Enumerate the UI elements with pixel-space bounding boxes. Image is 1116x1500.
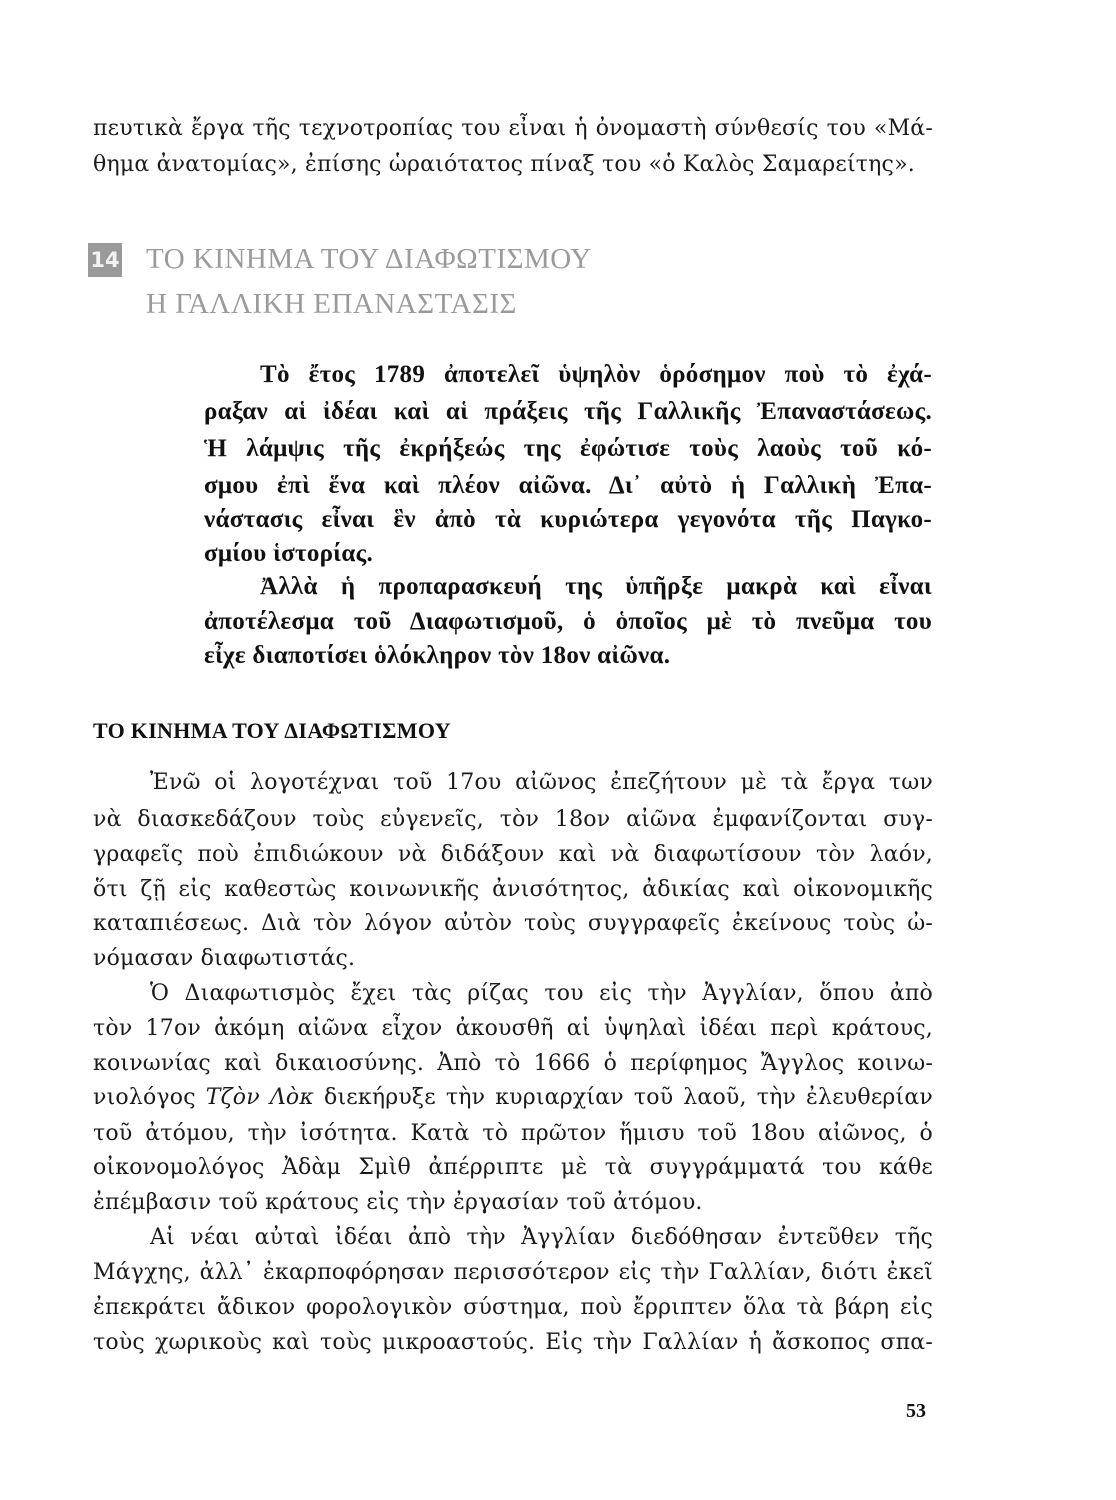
summary-line-7: Ἀλλὰ ἡ προπαρασκευή της ὑπῆρξε μακρὰ καὶ εἶναι	[260, 573, 932, 600]
body-line-3: γραφεῖς ποὺ ἐπιδιώκουν νὰ διδάξουν καὶ νὰ διαφωτίσουν τὸν λαόν,	[93, 842, 933, 867]
summary-line-3: Ἡ λάμψις τῆς ἐκρήξεώς της ἐφώτισε τοὺς λαοὺς τοῦ κό-	[204, 435, 932, 462]
body-line-6: νόμασαν διαφωτιστάς.	[93, 946, 356, 971]
body-line-8: τὸν 17ον ἀκόμη αἰῶνα εἶχον ἀκουσθῆ αἱ ὑψηλαὶ ἰδέαι περὶ κράτους,	[93, 1016, 933, 1041]
body-line-14: Αἱ νέαι αὐταὶ ἰδέαι ἀπὸ τὴν Ἀγγλίαν διεδόθησαν ἐντεῦθεν τῆς	[150, 1225, 933, 1250]
summary-line-1: Τὸ ἔτος 1789 ἀποτελεῖ ὑψηλὸν ὁρόσημον ποὺ τὸ ἐχά-	[260, 361, 932, 388]
body-line-13: ἐπέμβασιν τοῦ κράτους εἰς τὴν ἐργασίαν τοῦ ἀτόμου.	[93, 1190, 703, 1215]
intro-line-2: θημα ἀνατομίας», ἐπίσης ὡραιότατος πίναξ του «ὁ Καλὸς Σαμαρείτης».	[93, 152, 915, 177]
body-line-2: νὰ διασκεδάζουν τοὺς εὐγενεῖς, τὸν 18ον αἰῶνα ἐμφανίζονται συγ-	[93, 807, 933, 832]
summary-line-2: ραξαν αἱ ἰδέαι καὶ αἱ πράξεις τῆς Γαλλικῆς Ἐπαναστάσεως.	[204, 398, 932, 425]
body-line-16: ἐπεκράτει ἄδικον φορολογικὸν σύστημα, ποὺ ἔρριπτεν ὅλα τὰ βάρη εἰς	[93, 1295, 933, 1320]
chapter-title-line-1: ΤΟ ΚΙΝΗΜΑ ΤΟΥ ΔΙΑΦΩΤΙΣΜΟΥ	[146, 243, 592, 275]
summary-line-5: νάστασις εἶναι ἓν ἀπὸ τὰ κυριώτερα γεγονότα τῆς Παγκο-	[204, 506, 932, 533]
body-line-5: καταπιέσεως. Διὰ τὸν λόγον αὐτὸν τοὺς συγγραφεῖς ἐκείνους τοὺς ὠ-	[93, 911, 933, 936]
body-line-12: οἰκονομολόγος Ἀδὰμ Σμὶθ ἀπέρριπτε μὲ τὰ συγγράμματά του κάθε	[93, 1155, 933, 1180]
summary-line-6: σμίου ἱστορίας.	[204, 540, 374, 567]
summary-line-8: ἀποτέλεσμα τοῦ Διαφωτισμοῦ, ὁ ὁποῖος μὲ τὸ πνεῦμα του	[204, 608, 932, 635]
body-line-10-start: νιολόγος	[93, 1085, 196, 1110]
body-line-7: Ὁ Διαφωτισμὸς ἔχει τὰς ρίζας του εἰς τὴν Ἀγγλίαν, ὅπου ἀπὸ	[150, 981, 933, 1006]
chapter-number-badge: 14	[88, 243, 122, 277]
section-heading: ΤΟ ΚΙΝΗΜΑ ΤΟΥ ΔΙΑΦΩΤΙΣΜΟΥ	[93, 718, 451, 743]
person-name-locke: Τζὸν Λὸκ	[205, 1085, 314, 1110]
body-line-10-end: διεκήρυξε τὴν κυριαρχίαν τοῦ λαοῦ, τὴν ἐλευθερίαν	[324, 1085, 934, 1110]
body-line-9: κοινωνίας καὶ δικαιοσύνης. Ἀπὸ τὸ 1666 ὁ περίφημος Ἄγγλος κοινω-	[93, 1051, 933, 1076]
summary-line-4: σμου ἐπὶ ἕνα καὶ πλέον αἰῶνα. Δι᾿ αὐτὸ ἡ Γαλλικὴ Ἐπα-	[204, 472, 932, 499]
body-line-15: Μάγχης, ἀλλ᾿ ἐκαρποφόρησαν περισσότερον εἰς τὴν Γαλλίαν, διότι ἐκεῖ	[93, 1260, 933, 1285]
page-number: 53	[906, 1400, 926, 1422]
summary-line-9: εἶχε διαποτίσει ὁλόκληρον τὸν 18ον αἰῶνα.	[204, 642, 671, 669]
body-line-10	[93, 1083, 933, 1113]
body-line-1: Ἐνῶ οἱ λογοτέχναι τοῦ 17ου αἰῶνος ἐπεζήτουν μὲ τὰ ἔργα των	[150, 770, 933, 795]
body-line-4: ὅτι ζῇ εἰς καθεστὼς κοινωνικῆς ἀνισότητος, ἀδικίας καὶ οἰκονομικῆς	[93, 877, 933, 902]
body-line-11: τοῦ ἀτόμου, τὴν ἰσότητα. Κατὰ τὸ πρῶτον ἥμισυ τοῦ 18ου αἰῶνος, ὁ	[93, 1121, 933, 1146]
chapter-title-line-2: Η ΓΑΛΛΙΚΗ ΕΠΑΝΑΣΤΑΣΙΣ	[146, 288, 517, 320]
body-line-17: τοὺς χωρικοὺς καὶ τοὺς μικροαστούς. Εἰς τὴν Γαλλίαν ἡ ἄσκοπος σπα-	[93, 1330, 933, 1355]
intro-line-1: πευτικὰ ἔργα τῆς τεχνοτροπίας του εἶναι ἡ ὀνομαστὴ σύνθεσίς του «Μά-	[93, 116, 933, 141]
